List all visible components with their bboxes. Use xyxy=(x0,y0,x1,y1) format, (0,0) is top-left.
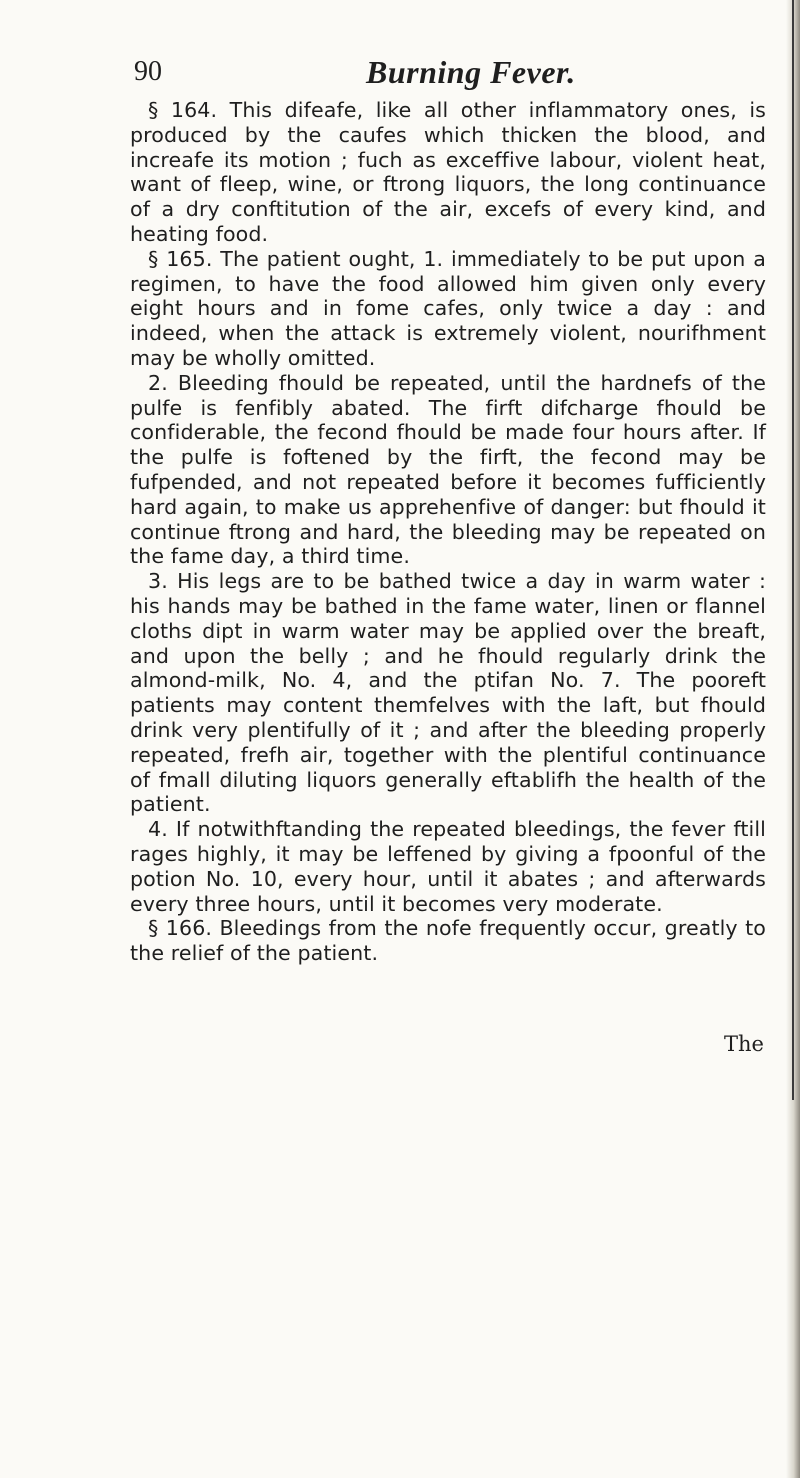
binding-line xyxy=(792,0,794,1100)
paragraph-potion: 4. If notwithftanding the repeated bleedings, the fever ftill rages highly, it may be leffened by giving a fpoonful of the potion No. 10, every hour, until it abates ; and afterwards every three hours, until it becomes very moderate. xyxy=(130,817,766,916)
catchword: The xyxy=(724,1032,764,1056)
running-title: Burning Fever. xyxy=(366,54,576,90)
paragraph-164: § 164. This difeafe, like all other inflammatory ones, is produced by the caufes which thicken the blood, and increafe its motion ; fuch as exceffive labour, violent heat, want of fleep, wine, or ftrong liquors, the long continuance of a dry conftitution of the air, excefs of every kind, and heating food. xyxy=(130,98,766,246)
page-binding-edge xyxy=(786,0,800,1478)
body-text xyxy=(130,98,766,966)
paragraph-165: § 165. The patient ought, 1. immediately to be put upon a regimen, to have the food allowed him given only every eight hours and in fome cafes, only twice a day : and indeed, when the attack is extremely violent, nourifhment may be wholly omitted. xyxy=(130,246,766,370)
page-number: 90 xyxy=(134,56,162,87)
paragraph-166: § 166. Bleedings from the nofe frequently occur, greatly to the relief of the patient. xyxy=(130,916,766,966)
page-header xyxy=(134,56,774,96)
paragraph-bleeding: 2. Bleeding fhould be repeated, until the hardnefs of the pulfe is fenfibly abated. The firft difcharge fhould be confiderable, the fecond fhould be made four hours after. If the pulfe is foftened by the firft, the fecond may be fufpended, and not repeated before it becomes fufficiently hard again, to make us apprehenfive of danger: but fhould it continue ftrong and hard, the bleeding may be repeated on the fame day, a third time. xyxy=(130,370,766,569)
paragraph-bathing: 3. His legs are to be bathed twice a day in warm water : his hands may be bathed in the fame water, linen or flannel cloths dipt in warm water may be applied over the breaft, and upon the belly ; and he fhould regularly drink the almond-milk, No. 4, and the ptifan No. 7. The pooreft patients may content themfelves with the laft, but fhould drink very plentifully of it ; and after the bleeding properly repeated, frefh air, together with the plentiful continuance of fmall diluting liquors generally eftablifh the health of the patient. xyxy=(130,569,766,817)
